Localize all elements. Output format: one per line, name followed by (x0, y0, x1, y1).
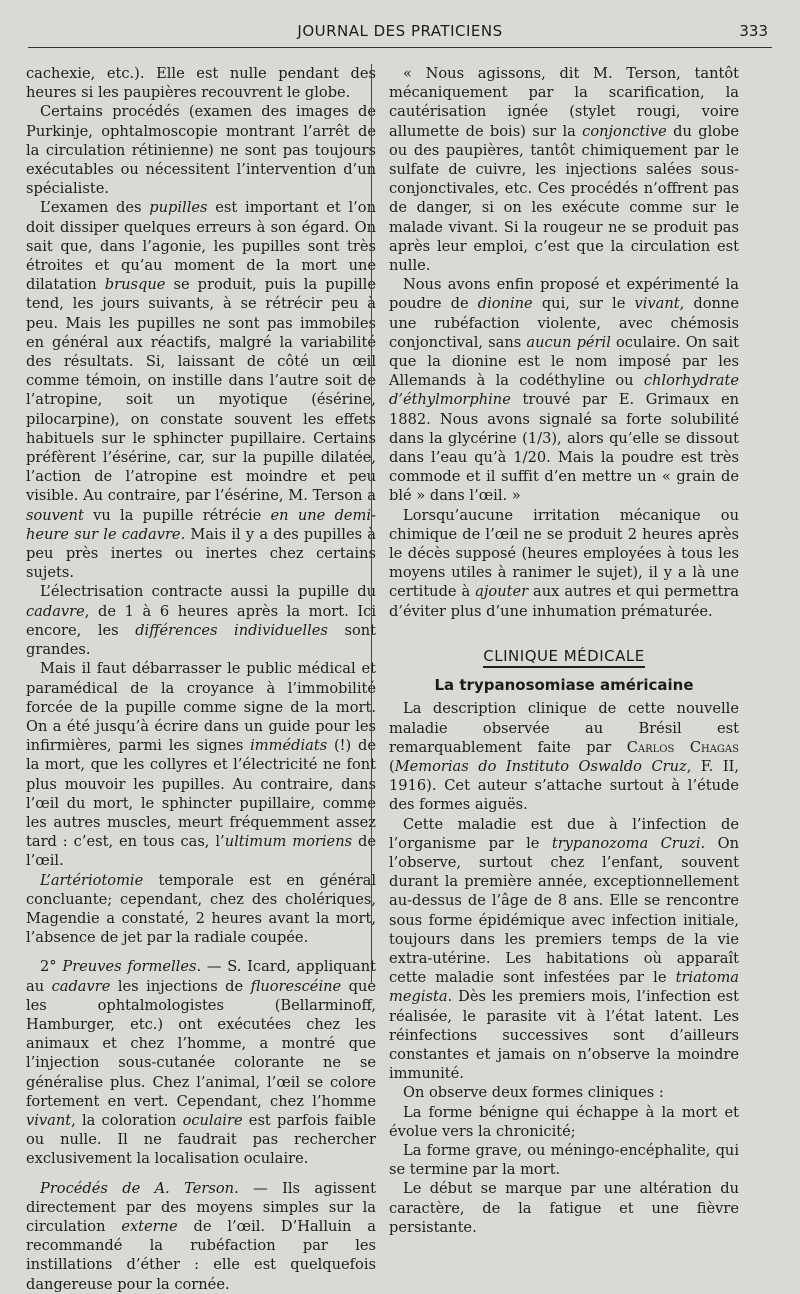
journal-title: JOURNAL DES PRATICIENS (297, 22, 503, 40)
paragraph: Lorsqu’aucune irritation mécanique ou chimique de l’œil ne se produit 2 heures après le décès supposé (heures employées à tous les moyens utiles à ranimer le sujet), il y a là une certitude à ajouter aux autres et qui permettra d’éviter plus d’une inhumation prématurée. (389, 506, 739, 620)
paragraph: L’artériotomie temporale est en général concluante; cependant, chez des cholériques, Magendie a constaté, 2 heures avant la mort, l’absence de jet par la radiale coupée. (26, 871, 376, 947)
paragraph: La forme bénigne qui échappe à la mort et évolue vers la chronicité; (389, 1103, 739, 1140)
article-title: La trypanosomiase américaine (434, 676, 694, 695)
paragraph: Certains procédés (examen des images de Purkinje, ophtalmoscopie montrant l’arrêt de la circulation rétinienne) ne sont pas toujours exécutables ou nécessitent l’intervention d’un spécialiste. (26, 103, 376, 198)
paragraph: 2° Preuves formelles. — S. Icard, appliquant au cadavre les injections de fluorescéine que les ophtalmologistes (Bellarminoff, Hamburger, etc.) ont exécutées chez les animaux et chez l’homme, a montré que l’injection sous-cutanée colorante ne se généralise plus. Chez l’animal, l’œil se colore fortement en vert. Cependant, chez l’homme vivant, la coloration oculaire est parfois faible ou nulle. Il ne faudrait pas rechercher exclusivement la localisation oculaire. (26, 958, 376, 1168)
paragraph: cachexie, etc.). Elle est nulle pendant des heures si les paupières recouvrent le globe. (26, 65, 376, 102)
section-heading: CLINIQUE MÉDICALE (389, 647, 739, 666)
paragraph: L’électrisation contracte aussi la pupille du cadavre, de 1 à 6 heures après la mort. Ici encore, les différences individuelles sont grandes. (26, 583, 376, 659)
paragraph: « Nous agissons, dit M. Terson, tantôt mécaniquement par la scarification, la cautérisation ignée (stylet rougi, voire allumette de bois) sur la conjonctive du globe ou des paupières, tantôt chimiquement par le sulfate de cuivre, les injections salées sous-conjonctivales, etc. Ces procédés n’offrent pas de danger, si on les exécute comme sur le malade vivant. Si la rougeur ne se produit pas après leur emploi, c’est que la circulation est nulle. (389, 65, 739, 275)
page-number: 333 (739, 22, 768, 40)
paragraph: Procédés de A. Terson. — Ils agissent directement par des moyens simples sur la circulation externe de l’œil. D’Halluin a recommandé la rubéfaction par les instillations d’éther : elle est quelquefois dangereuse pour la cornée. (26, 1179, 376, 1293)
paragraph: La description clinique de cette nouvelle maladie observée au Brésil est remarquablement faite par Carlos Chagas (Memorias do Instituto Oswaldo Cruz, F. II, 1916). Cet auteur s’attache surtout à l’étude des formes aiguës. (389, 700, 740, 814)
paragraph: Mais il faut débarrasser le public médical et paramédical de la croyance à l’immobilité forcée de la pupille comme signe de la mort. On a été jusqu’à écrire dans un guide pour les infirmières, parmi les signes immédiats (!) de la mort, que les collyres et l’électricité ne font plus mouvoir les pupilles. Au contraire, dans l’œil du mort, le sphincter pupillaire, comme les autres muscles, meurt fréquemment assez tard : c’est, en tous cas, l’ultimum moriens de l’œil. (26, 660, 376, 870)
running-header (30, 22, 770, 44)
right-column (389, 64, 739, 1237)
paragraph: Cette maladie est due à l’infection de l’organisme par le trypanozoma Cruzi. On l’observe, surtout chez l’enfant, souvent durant la première année, exceptionnellement au-dessus de l’âge de 8 ans. Elle se rencontre sous forme épidémique avec infection initiale, toujours dans les premiers temps de la vie extra-utérine. Les habitations où apparaît cette maladie sont infestées par le triatoma megista. Dès les premiers mois, l’infection est réalisée, le parasite vit à l’état latent. Les réinfections successives sont d’ailleurs constantes et jamais on n’observe la moindre immunité. (389, 815, 739, 1083)
paragraph: On observe deux formes cliniques : (403, 1084, 664, 1102)
paragraph: Nous avons enfin proposé et expérimenté la poudre de dionine qui, sur le vivant, donne une rubéfaction violente, avec chémosis conjonctival, sans aucun péril oculaire. On sait que la dionine est le nom imposé par les Allemands à la codéthyline ou chlorhydrate d’éthylmorphine trouvé par E. Grimaux en 1882. Nous avons signalé sa forte solubilité dans la glycérine (1/3), alors qu’elle se dissout dans l’eau qu’à 1/20. Mais la poudre est très commode et il suffit d’en mettre un « grain de blé » dans l’œil. » (389, 276, 739, 505)
paragraph: La forme grave, ou méningo-encéphalite, qui se termine par la mort. (389, 1141, 739, 1179)
paragraph: L’examen des pupilles est important et l’on doit dissiper quelques erreurs à son égard. On sait que, dans l’agonie, les pupilles sont très étroites et qu’au moment de la mort une dilatation brusque se produit, puis la pupille tend, les jours suivants, à se rétrécir peu à peu. Mais les pupilles ne sont pas immobiles en général aux réactifs, malgré la variabilité des résultats. Si, laissant de côté un œil comme témoin, on instille dans l’autre soit de l’atropine, soit un myotique (ésérine, pilocarpine), on constate souvent les effets habituels sur le sphincter pupillaire. Certains préfèrent l’ésérine, car, sur la pupille dilatée, l’action de l’atropine est moindre et peu visible. Au contraire, par l’ésérine, M. Terson a souvent vu la pupille rétrécie en une demi-heure sur le cadavre. Mais il y a des pupilles à peu près inertes ou inertes chez certains sujets. (26, 199, 376, 582)
left-column (26, 64, 376, 1294)
paragraph: Le début se marque par une altération du caractère, de la fatigue et une fièvre persistante. (389, 1180, 739, 1236)
header-rule (28, 47, 772, 48)
column-divider (371, 64, 372, 984)
